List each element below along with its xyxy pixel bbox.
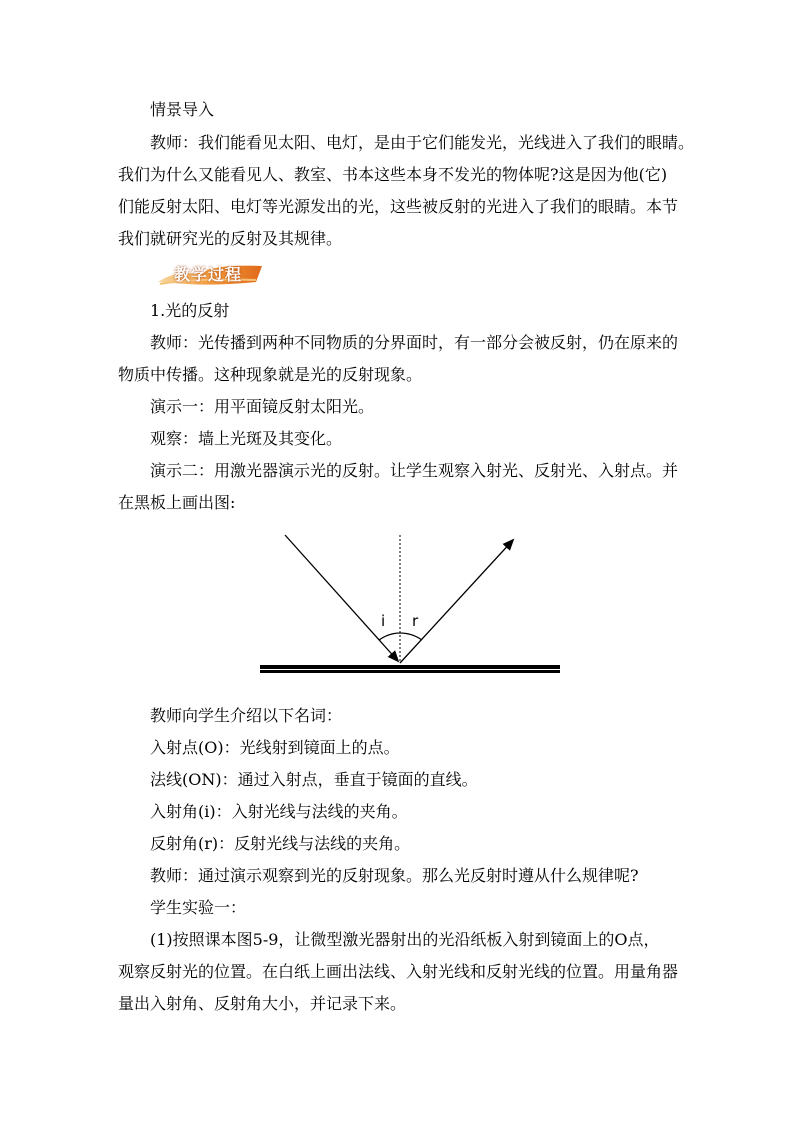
experiment-line: (1)按照课本图5-9，让微型激光器射出的光沿纸板入射到镜面上的O点， [150, 930, 660, 949]
experiment-title: 学生实验一： [150, 898, 247, 917]
angle-i-label: i [381, 612, 386, 630]
demo-one: 演示一：用平面镜反射太阳光。 [150, 397, 375, 416]
demo-two-line: 演示二：用激光器演示光的反射。让学生观察入射光、反射光、入射点。并 [150, 461, 679, 480]
intro-paragraph-line: 我们为什么又能看见人、教室、书本这些本身不发光的物体呢?这是因为他(它) [118, 165, 668, 184]
incident-angle-arc [379, 633, 400, 640]
mirror-surface [260, 670, 560, 673]
term-item: 入射角(i)：入射光线与法线的夹角。 [150, 802, 408, 821]
intro-heading: 情景导入 [150, 100, 215, 119]
term-item: 反射角(r)：反射光线与法线的夹角。 [150, 834, 411, 853]
teaching-process-banner [156, 260, 266, 288]
reflected-ray [400, 540, 513, 663]
intro-paragraph-line: 们能反射太阳、电灯等光源发出的光，这些被反射的光进入了我们的眼睛。本节 [118, 197, 679, 216]
banner-title: 教学过程 [174, 265, 243, 284]
teacher-line: 教师：光传播到两种不同物质的分界面时，有一部分会被反射，仍在原来的 [150, 333, 679, 352]
term-item: 入射点(O)：光线射到镜面上的点。 [150, 738, 400, 757]
reflected-angle-arc [400, 633, 422, 640]
intro-paragraph-line: 教师：我们能看见太阳、电灯，是由于它们能发光，光线进入了我们的眼睛。 [150, 133, 695, 152]
reflection-diagram [255, 530, 565, 680]
teacher-line: 物质中传播。这种现象就是光的反射现象。 [118, 365, 423, 384]
question-line: 教师：通过演示观察到光的反射现象。那么光反射时遵从什么规律呢? [150, 866, 639, 885]
term-item: 法线(ON)：通过入射点，垂直于镜面的直线。 [150, 770, 478, 789]
terms-intro: 教师向学生介绍以下名词： [150, 706, 343, 725]
section-title: 1.光的反射 [150, 301, 230, 320]
observe-line: 观察：墙上光斑及其变化。 [150, 429, 343, 448]
intro-paragraph-line: 我们就研究光的反射及其规律。 [118, 229, 343, 248]
experiment-line: 量出入射角、反射角大小，并记录下来。 [118, 994, 407, 1013]
incident-ray [285, 535, 398, 661]
mirror-surface [260, 665, 560, 669]
angle-r-label: r [412, 612, 419, 630]
demo-two-line: 在黑板上画出图: [118, 493, 236, 512]
experiment-line: 观察反射光的位置。在白纸上画出法线、入射光线和反射光线的位置。用量角器 [118, 962, 679, 981]
